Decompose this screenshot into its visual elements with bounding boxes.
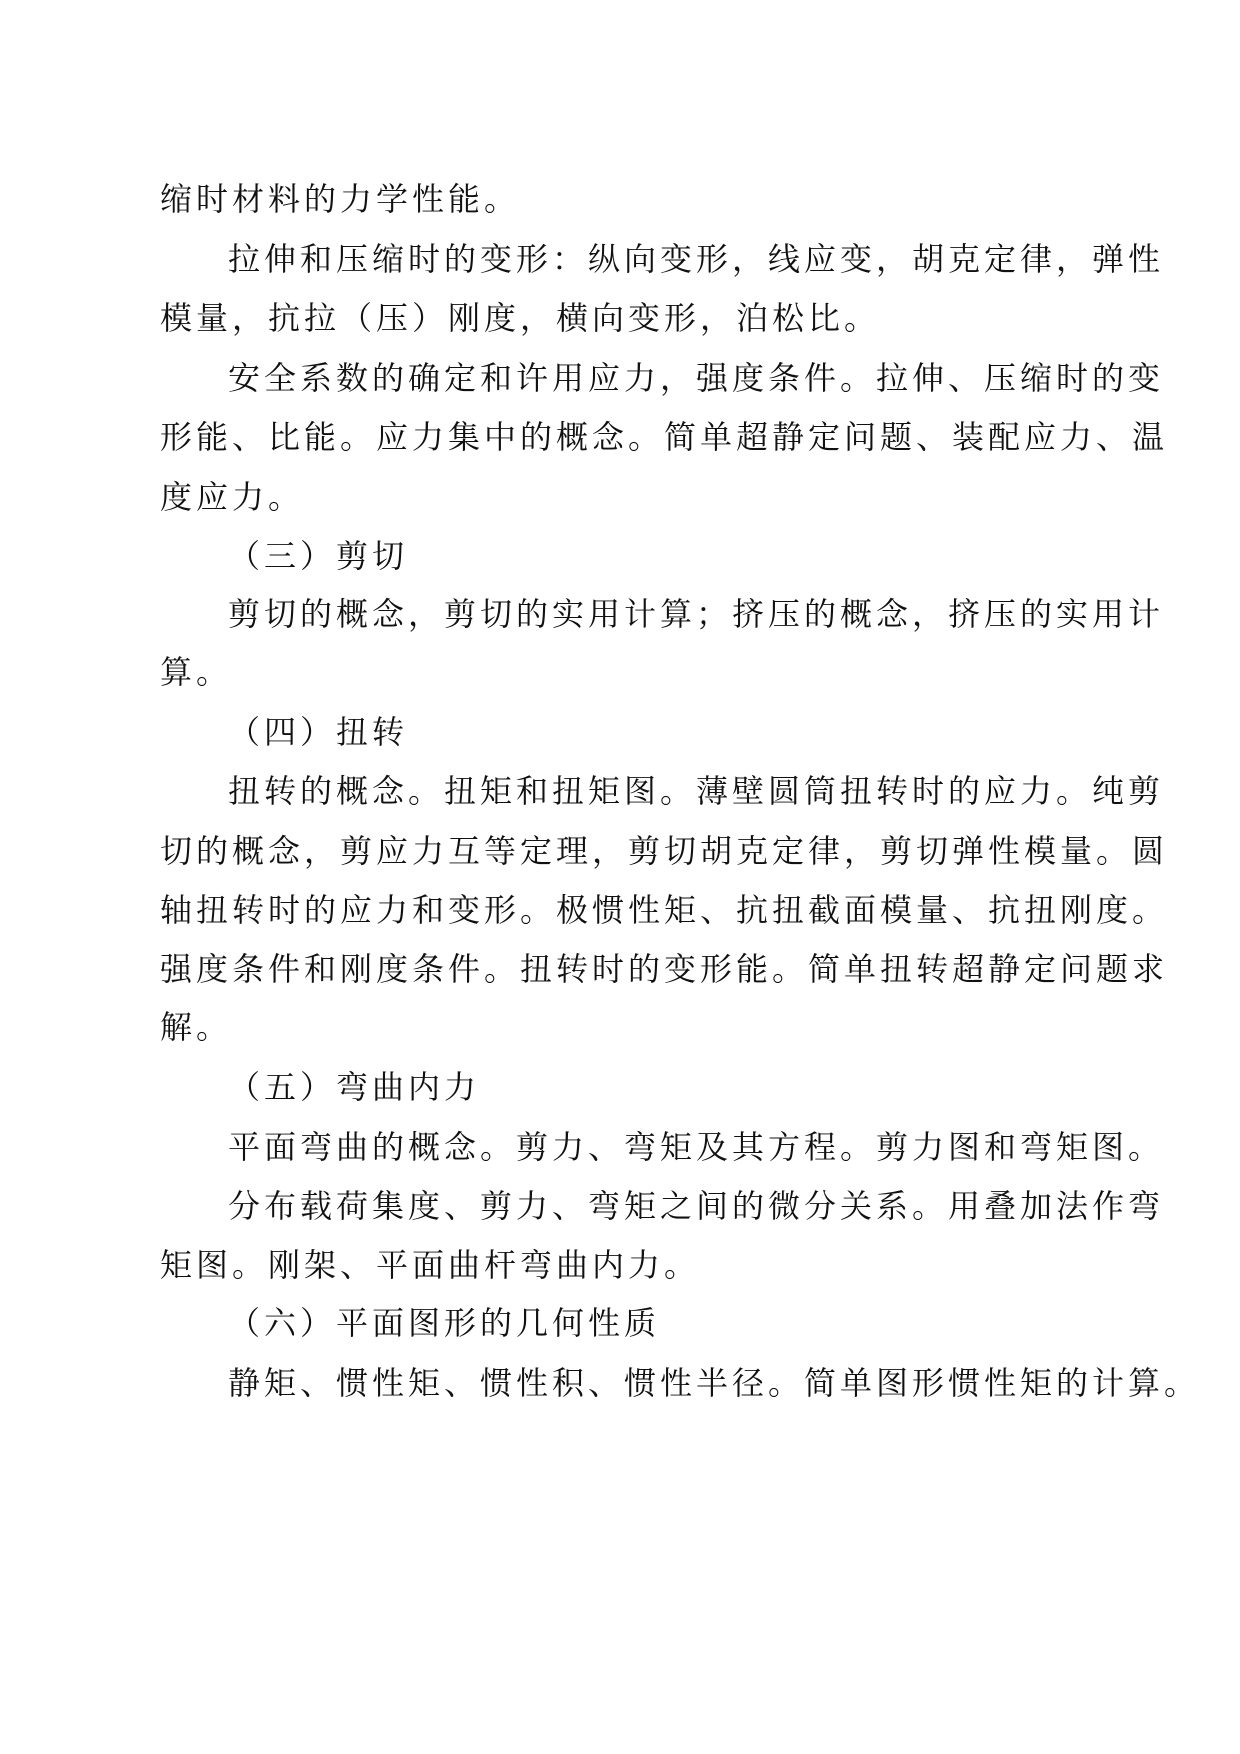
- text-line: 矩图。刚架、平面曲杆弯曲内力。: [160, 1246, 701, 1284]
- text-line: 度应力。: [160, 478, 305, 516]
- text-line: 形能、比能。应力集中的概念。简单超静定问题、装配应力、温: [160, 418, 1169, 456]
- text-line: 切的概念，剪应力互等定理，剪切胡克定律，剪切弹性模量。圆: [160, 832, 1169, 870]
- paragraph-start: 平面弯曲的概念。剪力、弯矩及其方程。剪力图和弯矩图。: [228, 1128, 1165, 1166]
- text-line: 解。: [160, 1008, 233, 1046]
- paragraph-start: 剪切的概念，剪切的实用计算；挤压的概念，挤压的实用计: [228, 595, 1165, 633]
- text-line: 模量，抗拉（压）刚度，横向变形，泊松比。: [160, 299, 881, 337]
- paragraph-start: 分布载荷集度、剪力、弯矩之间的微分关系。用叠加法作弯: [228, 1187, 1165, 1225]
- section-heading: （三）剪切: [228, 537, 409, 575]
- text-line: 缩时材料的力学性能。: [160, 180, 521, 218]
- text-line: 强度条件和刚度条件。扭转时的变形能。简单扭转超静定问题求: [160, 950, 1169, 988]
- text-line: 算。: [160, 653, 233, 691]
- section-heading: （四）扭转: [228, 713, 409, 751]
- text-line: 轴扭转时的应力和变形。极惯性矩、抗扭截面模量、抗扭刚度。: [160, 891, 1169, 929]
- paragraph-start: 安全系数的确定和许用应力，强度条件。拉伸、压缩时的变: [228, 359, 1165, 397]
- section-heading: （五）弯曲内力: [228, 1068, 481, 1106]
- paragraph-start: 扭转的概念。扭矩和扭矩图。薄壁圆筒扭转时的应力。纯剪: [228, 772, 1165, 810]
- paragraph-start: 拉伸和压缩时的变形：纵向变形，线应变，胡克定律，弹性: [228, 240, 1165, 278]
- paragraph-start: 静矩、惯性矩、惯性积、惯性半径。简单图形惯性矩的计算。: [228, 1364, 1201, 1402]
- section-heading: （六）平面图形的几何性质: [228, 1304, 661, 1342]
